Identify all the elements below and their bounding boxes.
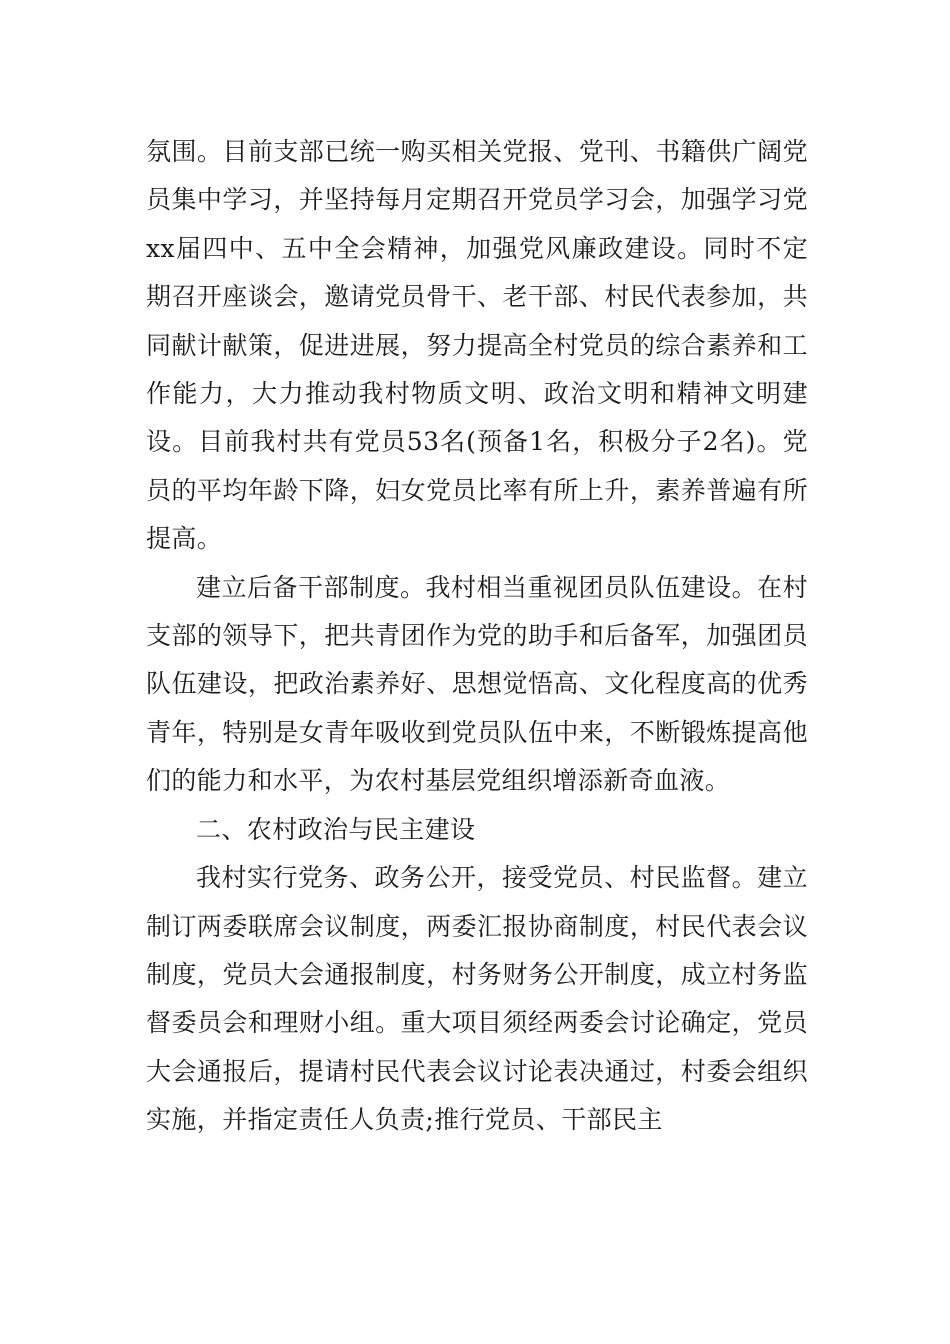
paragraph-continuation: 氛围。目前支部已统一购买相关党报、党刊、书籍供广阔党员集中学习，并坚持每月定期召开党员学习会，加强学习党xx届四中、五中全会精神，加强党风廉政建设。同时不定期召开座谈会，邀请党员骨干、老干部、村民代表参加，共同献计献策，促进进展，努力提高全村党员的综合素养和工作能力，大力推动我村物质文明、政治文明和精神文明建设。目前我村共有党员53名(预备1名，积极分子2名)。党员的平均年龄下降，妇女党员比率有所上升，素养普遍有所提高。	[146, 137, 808, 554]
paragraph-reserve-cadre: 建立后备干部制度。我村相当重视团员队伍建设。在村支部的领导下，把共青团作为党的助手和后备军，加强团员队伍建设，把政治素养好、思想觉悟高、文化程度高的优秀青年，特别是女青年吸收到党员队伍中来，不断锻炼提高他们的能力和水平，为农村基层党组织增添新奇血液。	[146, 572, 808, 796]
paragraph-transparency: 我村实行党务、政务公开，接受党员、村民监督。建立制订两委联席会议制度，两委汇报协商制度，村民代表会议制度，党员大会通报制度，村务财务公开制度，成立村务监督委员会和理财小组。重大项目须经两委会讨论确定，党员大会通报后，提请村民代表会议讨论表决通过，村委会组织实施，并指定责任人负责;推行党员、干部民主	[146, 863, 808, 1135]
document-body	[146, 128, 808, 1145]
section-heading-politics-democracy: 二、农村政治与民主建设	[196, 814, 476, 844]
